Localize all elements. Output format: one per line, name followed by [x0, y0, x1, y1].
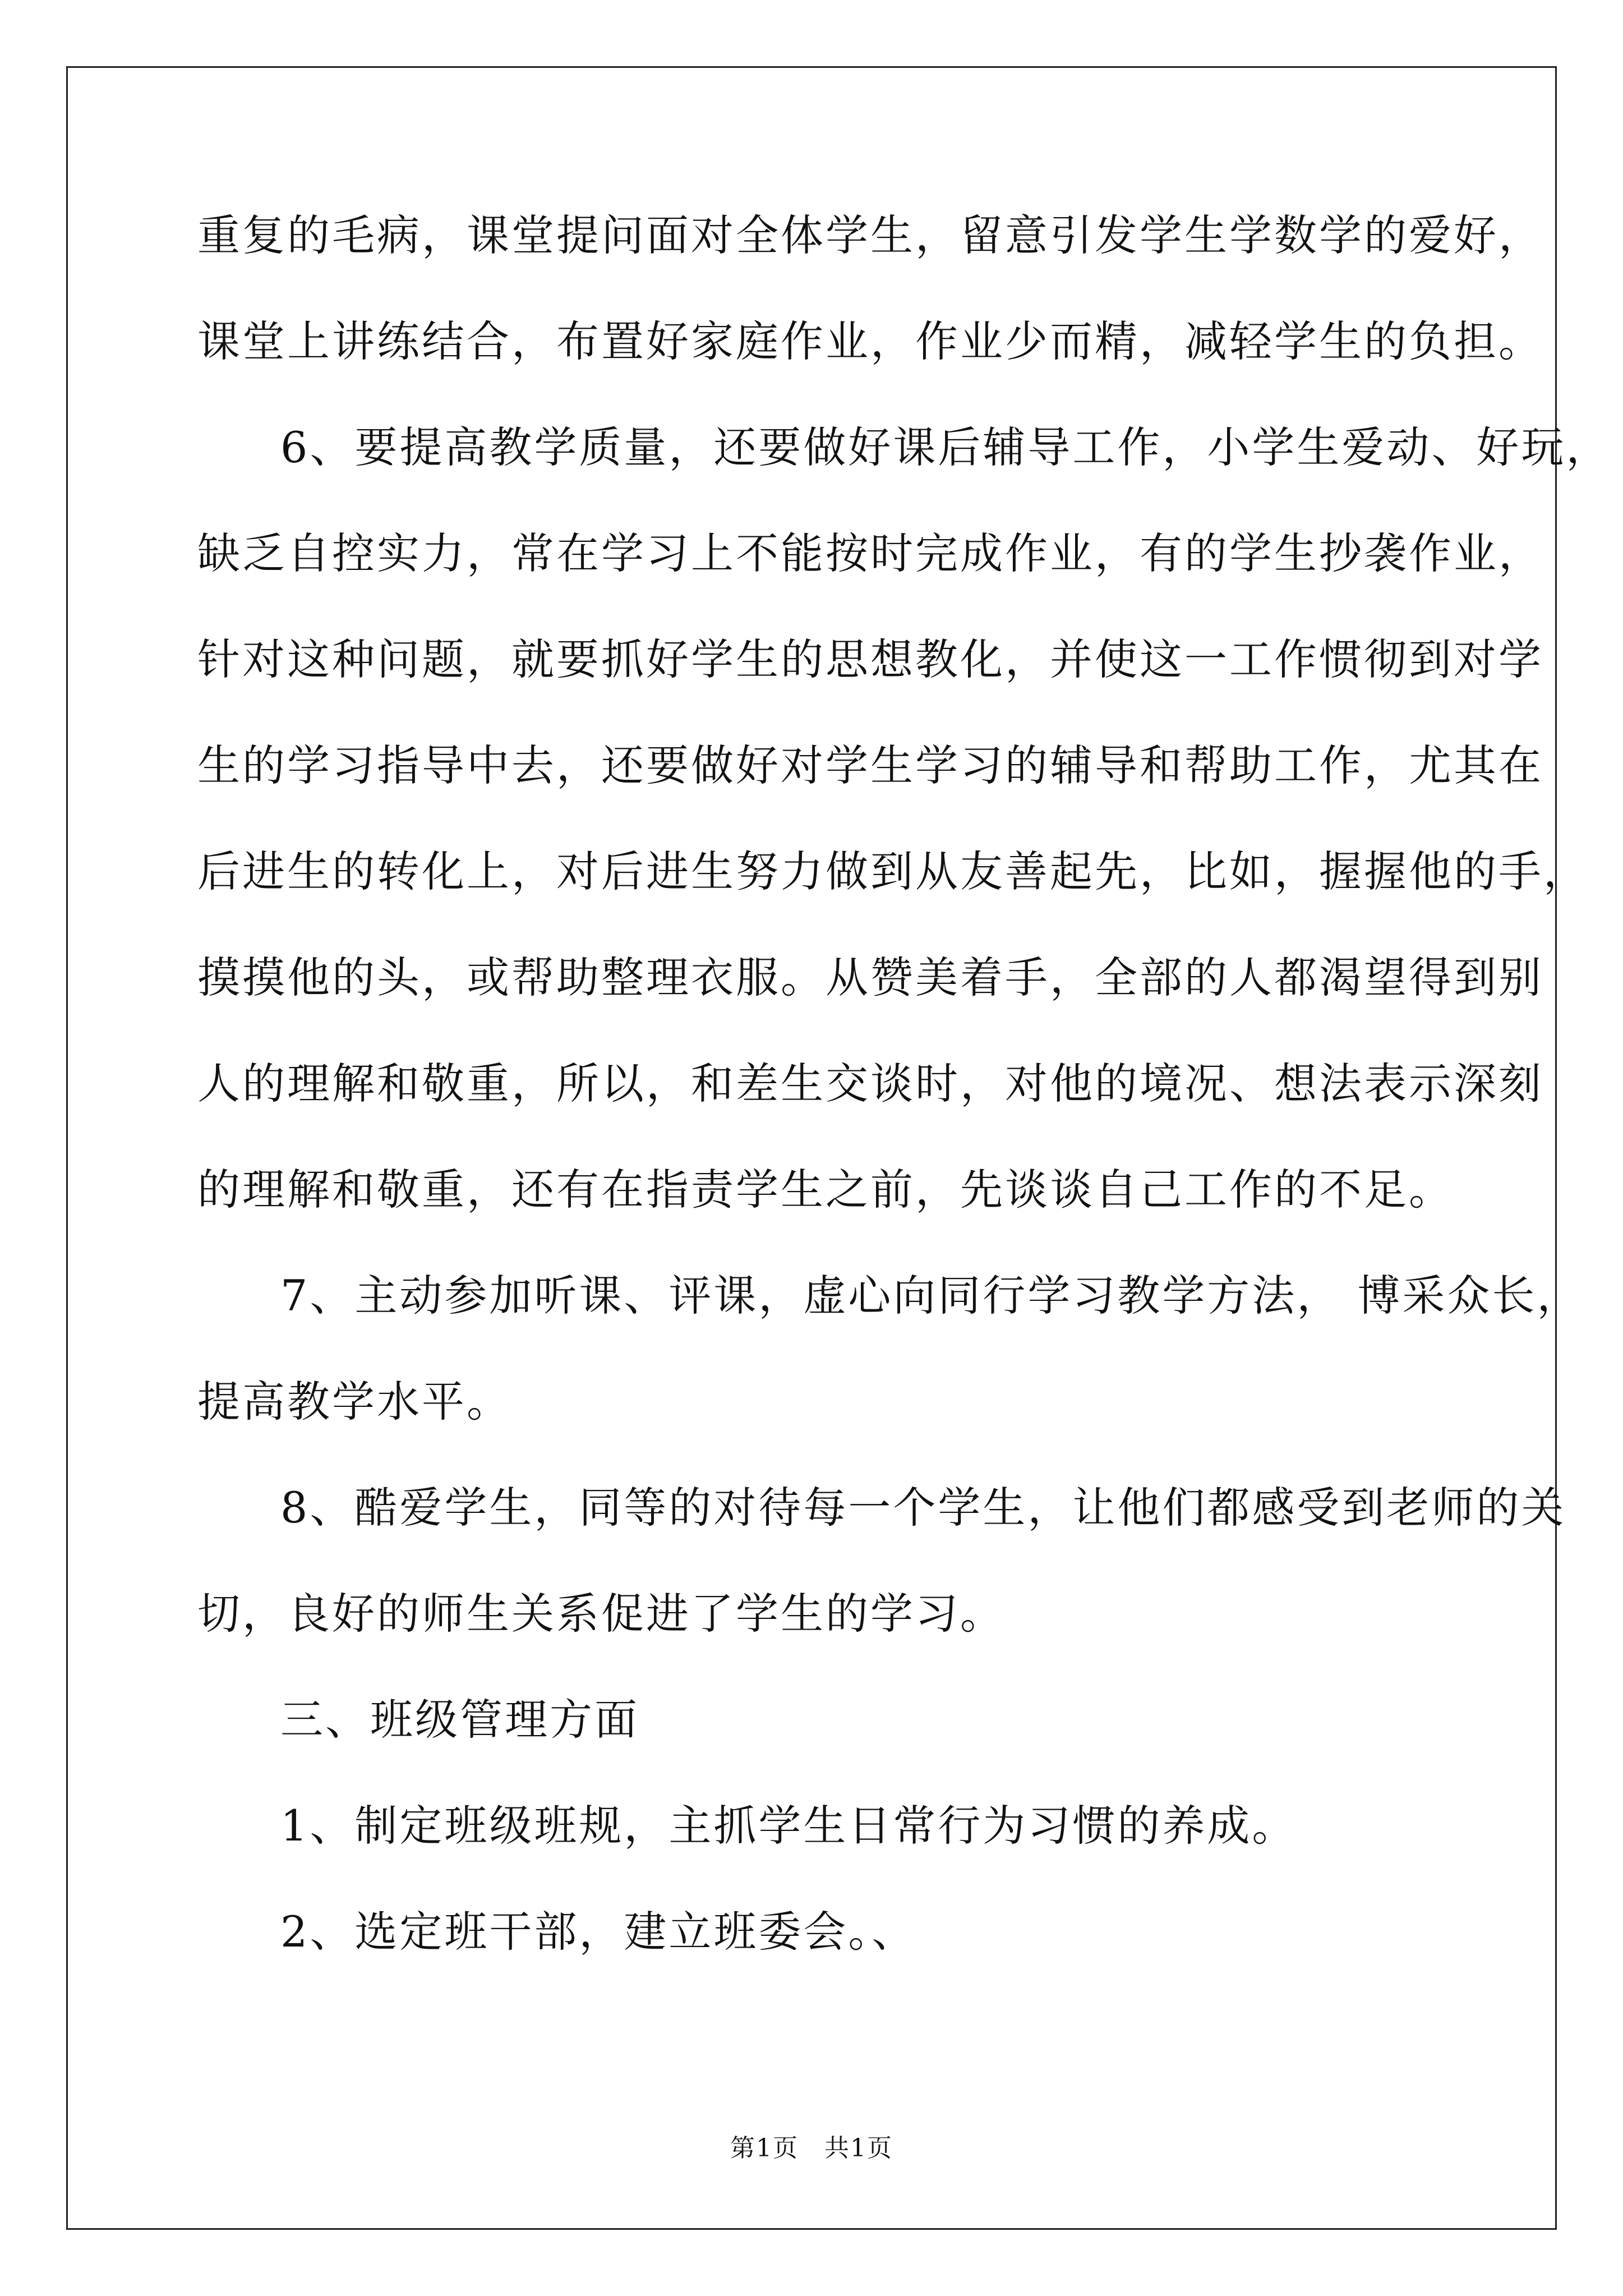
text-line-4: 缺乏自控实力，常在学习上不能按时完成作业，有的学生抄袭作业，	[197, 528, 1543, 578]
text-line-8: 摸摸他的头，或帮助整理衣服。从赞美着手，全部的人都渴望得到别	[197, 953, 1543, 1002]
text-line-13: 8、酷爱学生，同等的对待每一个学生，让他们都感受到老师的关	[280, 1483, 1566, 1533]
text-line-16: 1、制定班级班规，主抓学生日常行为习惯的养成。	[280, 1801, 1297, 1851]
section-heading: 三、班级管理方面	[280, 1695, 639, 1745]
document-body	[197, 202, 1611, 2004]
text-line-7: 后进生的转化上，对后进生努力做到从友善起先，比如，握握他的手，	[197, 846, 1588, 896]
text-line-11: 7、主动参加听课、评课，虚心向同行学习教学方法， 博采众长，	[280, 1271, 1582, 1320]
text-line-12: 提高教学水平。	[197, 1377, 511, 1427]
text-line-17: 2、选定班干部，建立班委会。、	[280, 1907, 917, 1957]
text-line-6: 生的学习指导中去，还要做好对学生学习的辅导和帮助工作，尤其在	[197, 740, 1543, 790]
text-line-3: 6、要提高教学质量，还要做好课后辅导工作，小学生爱动、好玩，	[280, 422, 1611, 472]
page-number-footer: 第1页 共1页	[730, 2134, 893, 2162]
text-line-9: 人的理解和敬重，所以，和差生交谈时，对他的境况、想法表示深刻	[197, 1059, 1543, 1108]
text-line-5: 针对这种问题，就要抓好学生的思想教化，并使这一工作惯彻到对学	[197, 634, 1543, 684]
text-line-2: 课堂上讲练结合，布置好家庭作业，作业少而精，减轻学生的负担。	[197, 316, 1543, 366]
text-line-14: 切，良好的师生关系促进了学生的学习。	[197, 1589, 1005, 1639]
text-line-10: 的理解和敬重，还有在指责学生之前，先谈谈自己工作的不足。	[197, 1165, 1454, 1214]
text-line-1: 重复的毛病，课堂提问面对全体学生，留意引发学生学数学的爱好，	[197, 210, 1543, 260]
